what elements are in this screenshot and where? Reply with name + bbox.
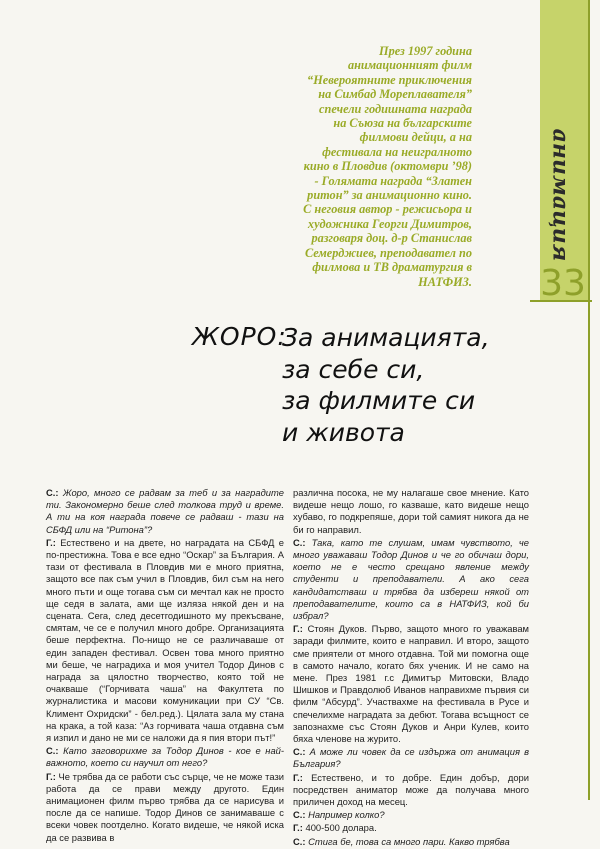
intro-line: “Невероятните приключения [307, 72, 472, 87]
article-paragraph [46, 745, 284, 769]
question-text: Така, като те слушам, имам чувството, че много уважаваш Тодор Динов и че го обичаш дори, което не е често срещано явление между студенти и преподаватели. А ако сега кандидатстваш и трябва да избереш някой от преподавателите, които са в НАТФИЗ, кой би избрал? [293, 536, 529, 622]
side-tab-rule [588, 0, 590, 800]
intro-line: С неговия автор - режисьора и [303, 202, 472, 217]
speaker-label: Г.: [293, 771, 312, 783]
article-paragraph [46, 771, 284, 844]
intro-text [176, 44, 472, 289]
answer-text: Естествено, и то добре. Един добър, дори посредствен аниматор може да получава много приличен доход на месец. [293, 771, 529, 808]
speaker-label: Г.: [46, 770, 59, 782]
answer-text: Че трябва да се работи със сърце, че не може тази работа да се прави между другото. Един анимационен филм първо трябва да се нарисува и после да се напише. Тодор Динов се занимаваше с всеки човек поотделно. Когато видеше, че някой иска да се развива в [46, 770, 284, 843]
intro-line: - Голямата награда “Златен [314, 173, 472, 188]
speaker-label: С.: [46, 487, 63, 498]
speaker-label: Г.: [293, 822, 306, 834]
title-line: за филмите си [282, 386, 476, 415]
article-paragraph [293, 623, 529, 745]
intro-line: ритон” за анимационно кино. [307, 188, 472, 203]
section-label [540, 120, 580, 270]
intro-line: фестивала на неигралното [322, 144, 472, 159]
intro-line: художника Георги Димитров, [307, 216, 472, 231]
title-line: За анимацията, [282, 323, 490, 352]
intro-line: През 1997 година [379, 44, 472, 58]
title-line: и живота [282, 417, 405, 447]
intro-line: кино в Пловдив (октомври ’98) [303, 159, 472, 174]
answer-text: 400-500 долара. [305, 822, 377, 834]
speaker-label: С.: [293, 835, 309, 847]
article-column-right [293, 487, 529, 849]
intro-line: НАТФИЗ. [418, 274, 472, 289]
intro-line: на Съюза на българските [333, 116, 472, 131]
speaker-label: С.: [46, 745, 64, 757]
article-paragraph [293, 746, 529, 770]
intro-line: филмови дейци, а на [359, 130, 472, 145]
title-name: ЖОРО: [192, 322, 287, 351]
article-column-left [46, 487, 284, 845]
speaker-label: С.: [293, 536, 312, 548]
article-paragraph [293, 772, 529, 809]
article-paragraph [293, 537, 529, 622]
intro-line: анимационният филм [347, 58, 472, 73]
title-line: за себе си, [282, 354, 425, 384]
article-paragraph [293, 487, 529, 536]
intro-line: разговаря доц. д-р Станислав [311, 231, 472, 246]
section-label-text: анимация [547, 128, 574, 262]
answer-text: различна посока, не му налагаше свое мнение. Като видеше нещо лошо, го казваше, като видеше нещо хубаво, го подкрепяше, дори той самият никога да не би го направил. [293, 487, 529, 535]
article-paragraph [293, 836, 529, 848]
page-number: 33 [540, 263, 586, 304]
article-paragraph [293, 809, 529, 821]
intro-line: филмова и ТВ драматургия в [312, 260, 472, 275]
intro-line: на Симбад Мореплавателя” [318, 87, 472, 102]
article-paragraph [46, 487, 284, 536]
speaker-label: Г.: [46, 536, 61, 548]
answer-text: Стоян Дуков. Първо, защото много го уважавам заради филмите, които е направил. И второ, защото сме приятели от много отдавна. Той ми помогна още в самото начало, когато бях ученик. И не само на мене. През 1981 г.с Димитър Митовски, Владо Шишков и Правдолюб Иванов направихме първия си филм “Абсурд”. Участвахме на фестивала в Русе и спечелихме наградата за дебют. Тогава всъщност се запознахме със Стоян Дуков и Анри Кулев, които бяха членове на журито. [293, 623, 529, 745]
question-text: А може ли човек да се издържа от анимация в България? [293, 746, 529, 770]
article-paragraph [46, 537, 284, 744]
speaker-label: Г.: [293, 623, 308, 635]
title-lines [282, 322, 490, 448]
question-text: Като заговорихме за Тодор Динов - кое е най-важното, което си научил от него? [46, 745, 284, 769]
article-paragraph [293, 822, 529, 834]
speaker-label: С.: [293, 746, 310, 758]
question-text: Стига бе, това са много пари. Какво трябва [308, 835, 510, 847]
intro-line: спечели годишната награда [319, 101, 472, 116]
speaker-label: С.: [293, 809, 309, 821]
answer-text: Естествено и на двете, но наградата на СБФД е по-престижна. Това е все едно “Оскар” за България. А тази от фестивала в Пловдив ми е много приятна, защото все пак съм учил в Пловдив, бил съм на него много пъти и още тогава съм си мечтал как не просто ще седя в залата, ами ще изляза някой ден и на сцената. Сега, след десетгодишното му прекъсване, смятам, че се е получил много добре. Организацията беше перфектна. По-нищо не се различаваше от един западен фестивал. Освен това много приятно ми беше, че наградиха и моя учител Тодор Динов с награда за цялостно творчество, която той не очакваше (“Горчивата чаша” на Факултета по журналистика и масови комуникации при СУ “Св. Климент Охридски” - бел.ред.). Цялата зала му стана на крака, а той каза: “Аз горчивата чаша отдавна съм я изпил и дано не ми се наложи да я пия втори път!” [46, 536, 284, 744]
intro-line: Семерджиев, преподавател по [304, 245, 472, 260]
question-text: Жоро, много се радвам за теб и за наградите ти. Закономерно беше след толкова труд и време. А ти на коя награда повече се радваш - тази на СБФД или на “Ритона”? [46, 487, 285, 535]
question-text: Например колко? [308, 809, 385, 821]
